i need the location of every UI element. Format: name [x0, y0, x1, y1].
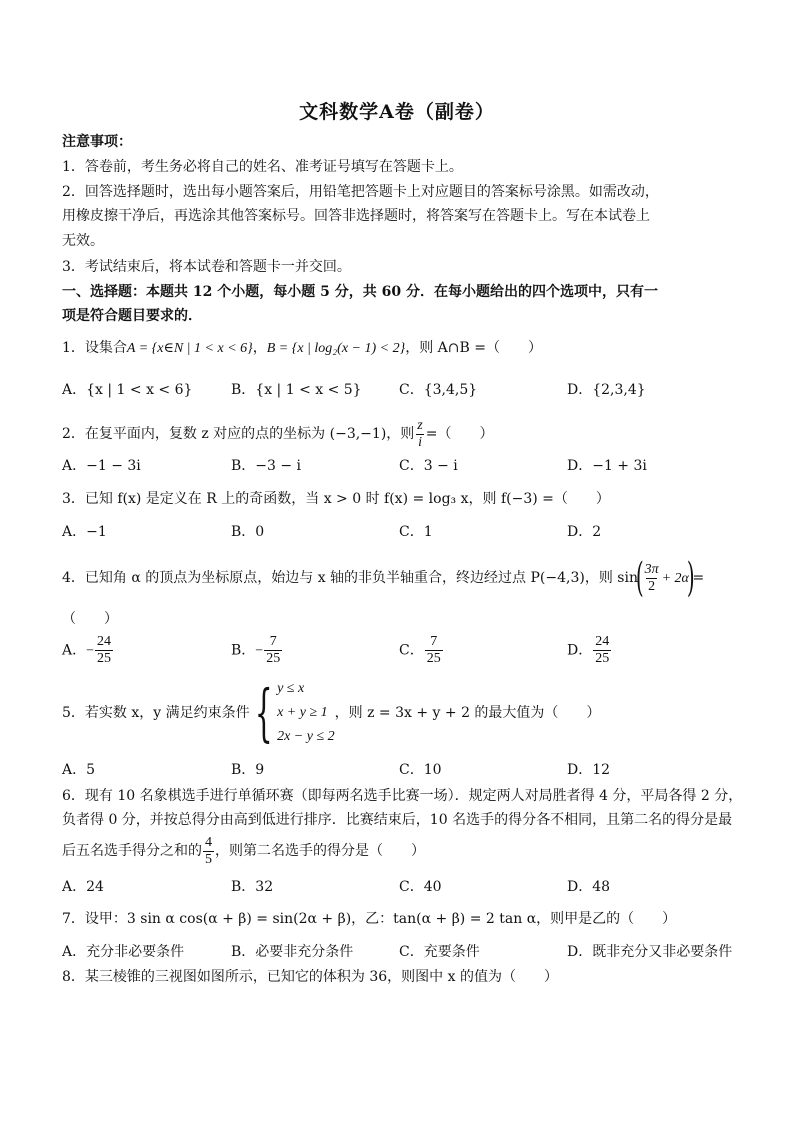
- q4-option-b[interactable]: [231, 634, 283, 667]
- section-heading-cont: 项是符合题目要求的．: [62, 308, 202, 324]
- q4-a-sign: −: [86, 643, 95, 659]
- q4-d-num: 24: [595, 634, 610, 649]
- q3-option-b[interactable]: B．0: [231, 524, 265, 540]
- q4-b-label: B．: [231, 642, 256, 659]
- q2-option-d[interactable]: D．−1 + 3i: [567, 458, 647, 474]
- question-5-stem: [62, 677, 600, 749]
- q4-frac-num: 3π: [644, 561, 659, 577]
- q1-set-a: A = {x∈N | 1 < x < 6}: [126, 341, 253, 356]
- notice-item-1: 1．答卷前，考生务必将自己的姓名、准考证号填写在答题卡上。: [62, 159, 463, 175]
- q1-option-c[interactable]: C．{3,4,5}: [399, 382, 478, 398]
- q1-sep: ，: [252, 340, 267, 356]
- notice-heading: 注意事项：: [62, 134, 132, 150]
- q5-constraint-system: [250, 677, 335, 749]
- q4-a-num: 24: [97, 634, 112, 649]
- q2-frac-num: z: [417, 417, 423, 433]
- q4-c-num: 7: [430, 634, 438, 649]
- question-6-line-2: 负者得 0 分，并按总得分由高到低进行排序．比赛结束后，10 名选手的得分各不相同，且第二名的得分是最: [62, 812, 733, 828]
- q2-frac-den: i: [418, 434, 422, 450]
- q6-fraction: [203, 835, 214, 868]
- q5-constraint-1: y ≤ x: [277, 681, 305, 696]
- q1-set-b: B = {x | log₂(x − 1) < 2}: [266, 341, 406, 356]
- q6-line3-a: 后五名选手得分之和的: [62, 843, 202, 859]
- q5-option-d[interactable]: D．12: [567, 762, 611, 778]
- q5-option-c[interactable]: C．10: [399, 762, 442, 778]
- q4-right-paren: ): [686, 555, 695, 601]
- q4-b-sign: −: [255, 643, 264, 659]
- q4-stem-b: + 2α: [661, 571, 689, 586]
- question-6-line-3: [62, 833, 425, 869]
- q4-d-den: 25: [595, 651, 610, 666]
- q1-option-a[interactable]: A．{x | 1 < x < 6}: [62, 382, 193, 398]
- q5-stem-a: 5．若实数 x，y 满足约束条件: [62, 705, 250, 721]
- question-8-stem: 8．某三棱锥的三视图如图所示，已知它的体积为 36，则图中 x 的值为（ ）: [62, 969, 558, 985]
- notice-item-2-cont: 用橡皮擦干净后，再选涂其他答案标号。回答非选择题时，将答案写在答题卡上。写在本试卷上: [62, 208, 650, 224]
- q4-option-d[interactable]: [567, 634, 612, 667]
- question-2-stem: [62, 417, 493, 451]
- q4-option-c[interactable]: [399, 634, 444, 667]
- q4-fraction: [643, 562, 661, 595]
- q2-option-c[interactable]: C．3 − i: [399, 458, 458, 474]
- q1-option-d[interactable]: D．{2,3,4}: [567, 382, 646, 398]
- question-3-stem: 3．已知 f(x) 是定义在 R 上的奇函数，当 x > 0 时 f(x) = log₃ x，则 f(−3) =（ ）: [62, 491, 610, 507]
- notice-item-2-end: 无效。: [62, 233, 104, 249]
- q2-stem-a: 2．在复平面内，复数 z 对应的点的坐标为 (−3,−1)，则: [62, 426, 415, 442]
- q4-d-label: D．: [567, 642, 593, 659]
- question-1-stem: [62, 339, 542, 358]
- q1-option-b[interactable]: B．{x | 1 < x < 5}: [231, 382, 362, 398]
- q2-fraction: [415, 418, 424, 451]
- q4-a-label: A．: [62, 642, 87, 659]
- q4-c-fraction: [425, 634, 443, 667]
- question-6-line-1: 6．现有 10 名象棋选手进行单循环赛（即每两名选手比赛一场）．规定两人对局胜者得 4 分，平局各得 2 分，: [62, 788, 743, 804]
- q4-b-den: 25: [266, 651, 281, 666]
- section-heading: 一、选择题：本题共 12 个小题，每小题 5 分，共 60 分．在每小题给出的四个选项中，只有一: [62, 284, 658, 300]
- q4-stem-c: =: [692, 570, 705, 586]
- question-4-stem: [62, 555, 705, 601]
- q5-brace: {: [254, 676, 273, 749]
- q2-option-b[interactable]: B．−3 − i: [231, 458, 302, 474]
- q3-option-c[interactable]: C．1: [399, 524, 433, 540]
- q7-option-b[interactable]: B．必要非充分条件: [231, 944, 354, 960]
- q4-b-fraction: [264, 634, 282, 667]
- question-7-stem: 7．设甲：3 sin α cos(α + β) = sin(2α + β)，乙：tan(α + β) = 2 tan α，则甲是乙的（ ）: [62, 911, 677, 927]
- q5-option-a[interactable]: A．5: [62, 762, 96, 778]
- q4-answer-blank: （ ）: [62, 611, 118, 627]
- q3-option-a[interactable]: A．−1: [62, 524, 107, 540]
- q1-stem-a: 1．设集合: [62, 340, 127, 356]
- q4-a-den: 25: [97, 651, 112, 666]
- q7-option-c[interactable]: C．充要条件: [399, 944, 480, 960]
- q6-frac-den: 5: [205, 851, 212, 867]
- page-title: 文科数学A卷（副卷）: [299, 101, 495, 123]
- q1-stem-b: ，则 A∩B =（ ）: [405, 340, 542, 356]
- q4-b-num: 7: [269, 634, 277, 649]
- notice-item-3: 3．考试结束后，将本试卷和答题卡一并交回。: [62, 259, 351, 275]
- q4-stem-a: 4．已知角 α 的顶点为坐标原点，始边与 x 轴的非负半轴重合，终边经过点 P(−4,3)，则 sin: [62, 570, 638, 586]
- q4-a-fraction: [95, 634, 113, 667]
- q4-d-fraction: [593, 634, 611, 667]
- q2-option-a[interactable]: A．−1 − 3i: [62, 458, 141, 474]
- q4-c-den: 25: [426, 651, 441, 666]
- q6-option-a[interactable]: A．24: [62, 879, 104, 895]
- q5-constraint-2: x + y ≥ 1: [277, 705, 328, 720]
- q7-option-a[interactable]: A．充分非必要条件: [62, 944, 185, 960]
- q7-option-d[interactable]: D．既非充分又非必要条件: [567, 944, 733, 960]
- q6-option-d[interactable]: D．48: [567, 879, 611, 895]
- q6-option-c[interactable]: C．40: [399, 879, 442, 895]
- q5-option-b[interactable]: B．9: [231, 762, 265, 778]
- q4-left-paren: (: [635, 555, 644, 601]
- q5-stem-b: ，则 z = 3x + y + 2 的最大值为（ ）: [334, 705, 601, 721]
- notice-item-2: 2．回答选择题时，选出每小题答案后，用铅笔把答题卡上对应题目的答案标号涂黑。如需改动，: [62, 184, 659, 200]
- q4-option-a[interactable]: [62, 634, 114, 667]
- q6-option-b[interactable]: B．32: [231, 879, 274, 895]
- q6-line3-b: ，则第二名选手的得分是（ ）: [215, 843, 425, 859]
- q5-constraint-3: 2x − y ≤ 2: [277, 729, 335, 744]
- q4-c-label: C．: [399, 642, 424, 659]
- q3-option-d[interactable]: D．2: [567, 524, 602, 540]
- q4-frac-den: 2: [648, 578, 656, 594]
- q2-stem-b: =（ ）: [425, 426, 494, 442]
- q6-frac-num: 4: [205, 834, 212, 850]
